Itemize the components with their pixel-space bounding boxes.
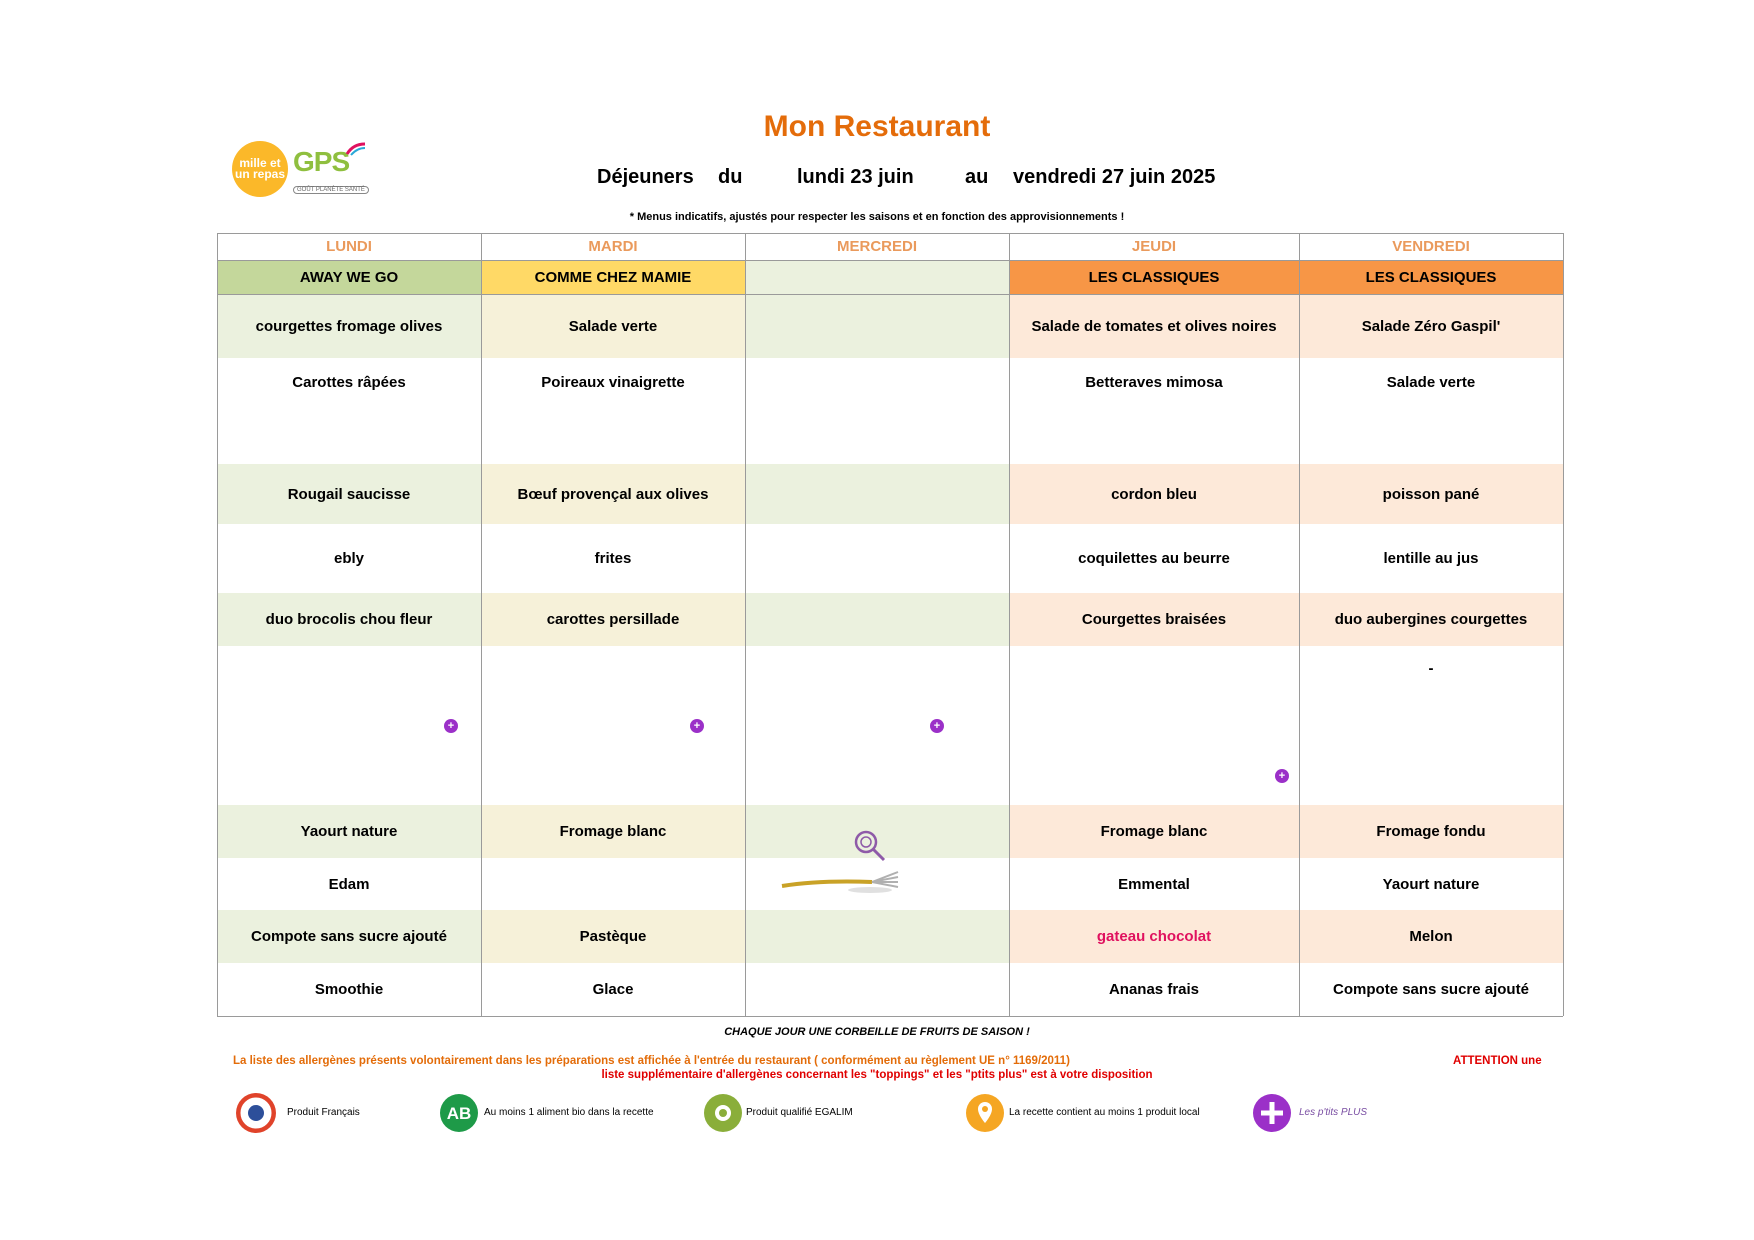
menu-cell-mardi-dessert1	[481, 910, 745, 963]
ptits-plus-icon	[1252, 1093, 1292, 1133]
menu-cell-lundi-plat	[217, 464, 481, 524]
gps-logo-text: GPS	[293, 146, 350, 177]
dish-name: Fromage blanc	[559, 823, 667, 840]
allergens-line-2: liste supplémentaire d'allergènes concernant les "toppings" et les "ptits plus" est à votre disposition	[601, 1069, 1153, 1081]
start-date: lundi 23 juin	[797, 166, 914, 188]
column-separator	[481, 233, 482, 1016]
row-separator	[217, 294, 1563, 295]
day-name: VENDREDI	[1392, 238, 1470, 255]
menu-cell-mardi-theme	[481, 260, 745, 294]
menu-cell-lundi-accomp2	[217, 593, 481, 646]
menu-cell-jeudi-extra	[1009, 646, 1299, 805]
fruits-note: CHAQUE JOUR UNE CORBEILLE DE FRUITS DE SAISON !	[724, 1026, 1030, 1038]
menu-cell-mercredi-entree1	[745, 294, 1009, 358]
ptits-plus-marker-icon: +	[1275, 769, 1289, 783]
menu-cell-vendredi-laitage1	[1299, 805, 1563, 858]
svg-text:AB: AB	[446, 1104, 472, 1123]
dish-name: Fromage blanc	[1100, 823, 1208, 840]
menu-cell-jeudi-accomp1	[1009, 524, 1299, 593]
dish-name: Courgettes braisées	[1081, 611, 1227, 628]
menu-cell-lundi-entree2	[217, 358, 481, 464]
menu-cell-mercredi-entree2	[745, 358, 1009, 464]
menu-cell-mardi-accomp2	[481, 593, 745, 646]
dish-name: Poireaux vinaigrette	[541, 374, 685, 391]
menu-cell-jeudi-plat	[1009, 464, 1299, 524]
menu-cell-jeudi-laitage1	[1009, 805, 1299, 858]
menu-cell-mardi-laitage1	[481, 805, 745, 858]
gps-logo	[293, 146, 369, 192]
grid-border	[217, 233, 1563, 234]
menu-cell-jeudi-dessert1	[1009, 910, 1299, 963]
menu-cell-mardi-accomp1	[481, 524, 745, 593]
menu-cell-mardi-plat	[481, 464, 745, 524]
ptits-plus-marker-icon: +	[930, 719, 944, 733]
dish-name: Melon	[1409, 928, 1453, 945]
dish-name: Salade verte	[1386, 374, 1476, 391]
gps-logo-subtitle: GOÛT PLANÈTE SANTÉ	[293, 186, 369, 194]
menu-cell-vendredi-extra	[1299, 646, 1563, 805]
day-header-mardi	[481, 233, 745, 260]
menu-cell-mercredi-plat	[745, 464, 1009, 524]
legend-label-egalim: Produit qualifié EGALIM	[746, 1107, 853, 1118]
dish-name: Glace	[592, 981, 634, 998]
menu-cell-vendredi-entree2	[1299, 358, 1563, 464]
attention-label: ATTENTION une	[1453, 1055, 1542, 1067]
dish-name: -	[1428, 660, 1434, 677]
menu-cell-lundi-dessert1	[217, 910, 481, 963]
dish-name: Emmental	[1118, 875, 1190, 893]
menu-cell-mardi-dessert2	[481, 963, 745, 1016]
dish-name: Betteraves mimosa	[1085, 374, 1223, 391]
menu-note: * Menus indicatifs, ajustés pour respecter les saisons et en fonction des approvisionnements !	[629, 211, 1125, 223]
dish-name: LES CLASSIQUES	[1365, 268, 1497, 286]
menu-cell-mercredi-dessert2	[745, 963, 1009, 1016]
dish-name: Smoothie	[314, 981, 384, 998]
dish-name: Fromage fondu	[1376, 823, 1486, 840]
menu-cell-mercredi-dessert1	[745, 910, 1009, 963]
ptits-plus-marker-icon: +	[444, 719, 458, 733]
column-separator	[217, 233, 218, 1016]
legend-label-ptits-plus: Les p'tits PLUS	[1299, 1107, 1368, 1118]
menu-cell-mercredi-extra	[745, 646, 1009, 805]
dish-name: duo brocolis chou fleur	[265, 611, 433, 628]
mille-repas-logo	[232, 141, 288, 197]
menu-cell-mercredi-theme	[745, 260, 1009, 294]
dish-name: ebly	[333, 550, 364, 567]
menu-cell-jeudi-accomp2	[1009, 593, 1299, 646]
grid-border	[217, 1016, 1563, 1017]
day-name: MARDI	[588, 238, 638, 255]
organic-ab-icon	[439, 1093, 479, 1133]
row-separator	[217, 260, 1563, 261]
au-label: au	[965, 166, 989, 188]
french-product-icon	[236, 1093, 276, 1133]
column-separator	[1563, 233, 1564, 1016]
menu-cell-jeudi-entree1	[1009, 294, 1299, 358]
column-separator	[1009, 233, 1010, 1016]
column-separator	[745, 233, 746, 1016]
egalim-icon	[703, 1093, 743, 1133]
menu-cell-vendredi-accomp2	[1299, 593, 1563, 646]
menu-cell-vendredi-accomp1	[1299, 524, 1563, 593]
menu-cell-lundi-theme	[217, 260, 481, 294]
dish-name: Yaourt nature	[1382, 875, 1480, 893]
menu-cell-lundi-laitage1	[217, 805, 481, 858]
gps-swoosh-icon	[345, 142, 367, 156]
menu-cell-mardi-entree1	[481, 294, 745, 358]
dish-name: Pastèque	[579, 928, 647, 945]
dish-name: frites	[594, 550, 632, 567]
legend-label-local: La recette contient au moins 1 produit local	[1009, 1107, 1200, 1118]
day-header-vendredi	[1299, 233, 1563, 260]
menu-cell-lundi-dessert2	[217, 963, 481, 1016]
menu-cell-mercredi-accomp1	[745, 524, 1009, 593]
dish-name: Carottes râpées	[292, 374, 406, 391]
dish-name: COMME CHEZ MAMIE	[534, 268, 692, 286]
menu-cell-jeudi-laitage2	[1009, 858, 1299, 910]
menu-cell-mardi-extra	[481, 646, 745, 805]
legend-label-organic: Au moins 1 aliment bio dans la recette	[484, 1107, 654, 1118]
menu-cell-mercredi-accomp2	[745, 593, 1009, 646]
dish-name: cordon bleu	[1111, 485, 1197, 503]
dish-name: Salade Zéro Gaspil'	[1361, 317, 1501, 335]
ptits-plus-marker-icon: +	[690, 719, 704, 733]
menu-cell-vendredi-theme	[1299, 260, 1563, 294]
dish-name: Salade verte	[568, 317, 658, 335]
menu-cell-lundi-extra	[217, 646, 481, 805]
legend-label-french: Produit Français	[287, 1107, 360, 1118]
dish-name: AWAY WE GO	[299, 268, 399, 286]
du-label: du	[718, 166, 743, 188]
menu-cell-vendredi-entree1	[1299, 294, 1563, 358]
menu-cell-lundi-entree1	[217, 294, 481, 358]
dish-name: Rougail saucisse	[287, 485, 411, 503]
menu-cell-lundi-laitage2	[217, 858, 481, 910]
allergens-line-1: La liste des allergènes présents volontairement dans les préparations est affichée à l'entrée du restaurant ( conformément au règlement UE n° 1169/2011)	[233, 1055, 1070, 1067]
dish-name: LES CLASSIQUES	[1088, 268, 1220, 286]
dish-name: lentille au jus	[1383, 550, 1479, 567]
dish-name: Ananas frais	[1108, 981, 1200, 998]
dish-name: duo aubergines courgettes	[1334, 611, 1528, 628]
menu-cell-mardi-laitage2	[481, 858, 745, 910]
day-header-mercredi	[745, 233, 1009, 260]
menu-cell-vendredi-laitage2	[1299, 858, 1563, 910]
dish-name: Compote sans sucre ajouté	[251, 928, 447, 945]
menu-cell-jeudi-entree2	[1009, 358, 1299, 464]
menu-cell-jeudi-dessert2	[1009, 963, 1299, 1016]
end-date: vendredi 27 juin 2025	[1013, 166, 1216, 188]
dish-name: courgettes fromage olives	[255, 317, 443, 335]
dish-name: coquilettes au beurre	[1078, 550, 1230, 567]
menu-cell-lundi-accomp1	[217, 524, 481, 593]
day-name: JEUDI	[1131, 238, 1177, 255]
dish-name: Compote sans sucre ajouté	[1333, 981, 1529, 998]
local-pin-icon	[965, 1093, 1005, 1133]
day-name: LUNDI	[326, 238, 372, 255]
menu-cell-vendredi-plat	[1299, 464, 1563, 524]
dish-name: Bœuf provençal aux olives	[517, 485, 709, 503]
day-header-jeudi	[1009, 233, 1299, 260]
dish-name: gateau chocolat	[1096, 928, 1212, 945]
dish-name: Edam	[328, 875, 370, 893]
day-name: MERCREDI	[836, 238, 917, 255]
dish-name: Yaourt nature	[300, 823, 398, 840]
mille-repas-logo-text: mille et un repas	[234, 156, 285, 181]
dejeuners-label: Déjeuners	[597, 166, 694, 188]
restaurant-title: Mon Restaurant	[763, 110, 991, 143]
menu-cell-jeudi-theme	[1009, 260, 1299, 294]
dish-name: carottes persillade	[546, 611, 680, 628]
menu-cell-vendredi-dessert2	[1299, 963, 1563, 1016]
day-header-lundi	[217, 233, 481, 260]
column-separator	[1299, 233, 1300, 1016]
menu-cell-vendredi-dessert1	[1299, 910, 1563, 963]
fork-icon	[780, 860, 900, 900]
menu-cell-mardi-entree2	[481, 358, 745, 464]
dish-name: poisson pané	[1382, 485, 1480, 503]
dish-name: Salade de tomates et olives noires	[1031, 317, 1277, 335]
